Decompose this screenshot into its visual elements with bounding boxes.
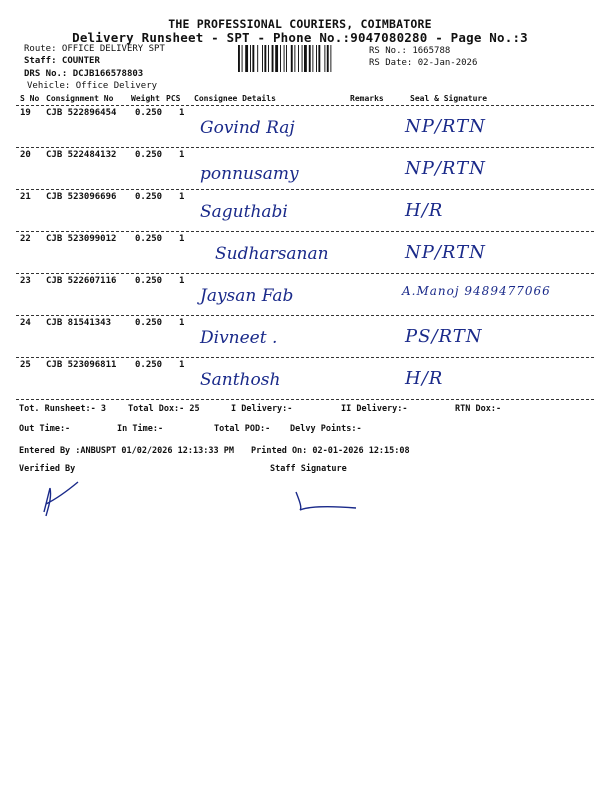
row-seal-signature: H/R (405, 368, 444, 389)
staff-signature (290, 484, 360, 514)
row-pcs: 1 (179, 192, 185, 202)
row-consignee-handwritten: Saguthabi (200, 202, 288, 222)
row-consignment: CJB 523096811 (46, 360, 117, 370)
row-divider (16, 231, 594, 232)
row-divider (16, 399, 594, 400)
drs-number: DRS No.: DCJB166578803 (24, 69, 144, 79)
row-consignee-handwritten: Govind Raj (200, 118, 295, 138)
col-sno: S No (20, 94, 40, 103)
row-consignment: CJB 522896454 (46, 108, 117, 118)
row-seal-signature: A.Manoj 9489477066 (402, 284, 551, 298)
row-divider (16, 147, 594, 148)
total-dox: Total Dox:- 25 (128, 404, 200, 414)
tot-runsheet: Tot. Runsheet:- 3 (19, 404, 106, 414)
row-consignee-handwritten: Santhosh (200, 370, 281, 390)
row-weight: 0.250 (135, 192, 163, 202)
row-weight: 0.250 (135, 318, 163, 328)
staff-signature-label: Staff Signature (270, 464, 347, 474)
row-consignment: CJB 522484132 (46, 150, 117, 160)
i-delivery: I Delivery:- (231, 404, 293, 414)
row-sno: 22 (20, 234, 31, 244)
row-sno: 21 (20, 192, 31, 202)
col-consignment: Consignment No (46, 94, 114, 103)
row-sno: 20 (20, 150, 31, 160)
row-weight: 0.250 (135, 234, 163, 244)
row-seal-signature: PS/RTN (405, 326, 483, 347)
vehicle-label: Vehicle: Office Delivery (27, 81, 158, 91)
row-divider (16, 273, 594, 274)
company-name: THE PROFESSIONAL COURIERS, COIMBATORE (168, 17, 432, 31)
rs-date: RS Date: 02-Jan-2026 (369, 58, 478, 68)
row-weight: 0.250 (135, 108, 163, 118)
col-remarks: Remarks (350, 94, 384, 103)
row-pcs: 1 (179, 108, 185, 118)
row-seal-signature: NP/RTN (405, 242, 486, 263)
verifier-signature (30, 474, 90, 518)
ii-delivery: II Delivery:- (341, 404, 408, 414)
row-pcs: 1 (179, 234, 185, 244)
delvy-points: Delvy Points:- (290, 424, 362, 434)
entered-by: Entered By :ANBUSPT 01/02/2026 12:13:33 PM (19, 446, 234, 456)
col-pcs: PCS (166, 94, 181, 103)
row-seal-signature: NP/RTN (405, 158, 486, 179)
row-consignee-handwritten: Divneet . (200, 328, 278, 348)
verified-by-label: Verified By (19, 464, 76, 474)
row-consignee-handwritten: Sudharsanan (215, 244, 329, 264)
row-weight: 0.250 (135, 276, 163, 286)
row-consignment: CJB 523096696 (46, 192, 117, 202)
row-sno: 23 (20, 276, 31, 286)
in-time: In Time:- (117, 424, 164, 434)
row-divider (16, 189, 594, 190)
row-pcs: 1 (179, 318, 185, 328)
row-consignee-handwritten: Jaysan Fab (200, 286, 294, 306)
header-divider (16, 105, 594, 106)
row-divider (16, 315, 594, 316)
out-time: Out Time:- (19, 424, 71, 434)
row-pcs: 1 (179, 276, 185, 286)
rs-number: RS No.: 1665788 (369, 46, 451, 56)
staff-label: Staff: COUNTER (24, 56, 100, 66)
col-weight: Weight (131, 94, 160, 103)
rtn-dox: RTN Dox:- (455, 404, 502, 414)
total-pod: Total POD:- (214, 424, 271, 434)
row-pcs: 1 (179, 360, 185, 370)
col-seal-signature: Seal & Signature (410, 94, 488, 103)
barcode-image (238, 45, 364, 72)
col-consignee: Consignee Details (194, 94, 276, 103)
route-label: Route: OFFICE DELIVERY SPT (24, 44, 165, 54)
row-sno: 24 (20, 318, 31, 328)
printed-on: Printed On: 02-01-2026 12:15:08 (251, 446, 410, 456)
row-consignment: CJB 523099012 (46, 234, 117, 244)
row-consignee-handwritten: ponnusamy (200, 164, 299, 184)
row-weight: 0.250 (135, 150, 163, 160)
row-seal-signature: H/R (405, 200, 444, 221)
row-divider (16, 357, 594, 358)
row-weight: 0.250 (135, 360, 163, 370)
row-consignment: CJB 81541343 (46, 318, 112, 328)
row-pcs: 1 (179, 150, 185, 160)
row-sno: 19 (20, 108, 31, 118)
row-seal-signature: NP/RTN (405, 116, 486, 137)
row-consignment: CJB 522607116 (46, 276, 117, 286)
runsheet-title: Delivery Runsheet - SPT - Phone No.:9047080280 - Page No.:3 (72, 30, 528, 45)
row-sno: 25 (20, 360, 31, 370)
